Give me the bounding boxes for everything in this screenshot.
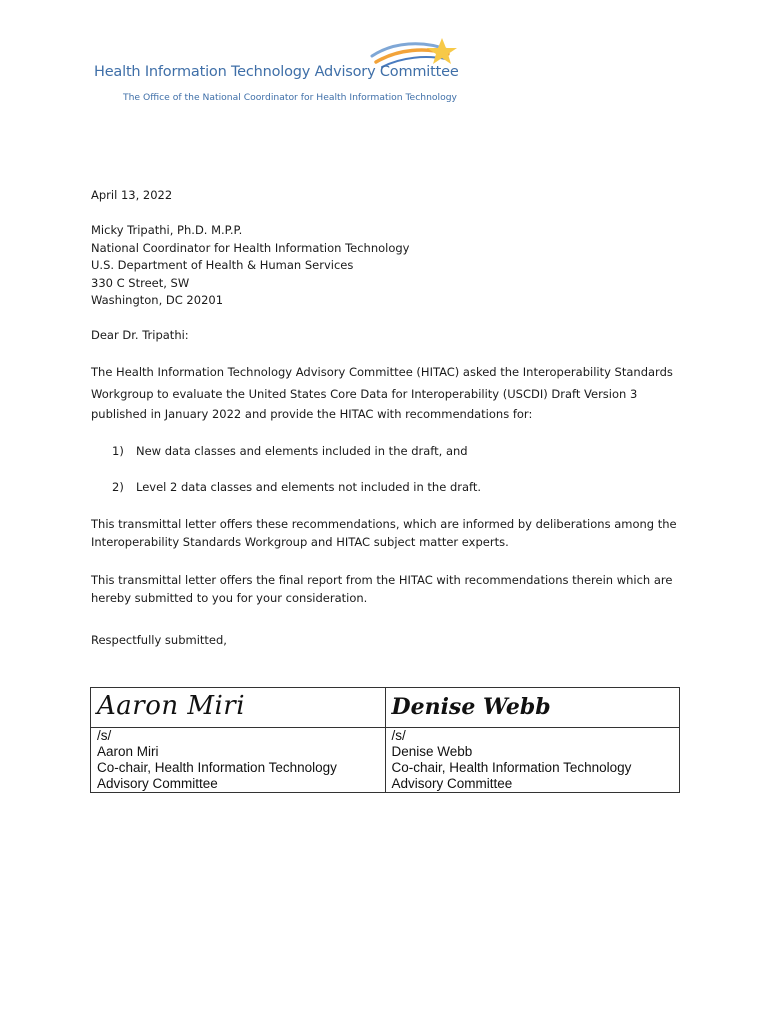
signer-info-denise	[385, 728, 680, 793]
intro-line-3: published in January 2022 and provide the HITAC with recommendations for:	[91, 407, 533, 421]
intro-line-2: Workgroup to evaluate the United States Core Data for Interoperability (USCDI) Draft Version 3	[91, 387, 638, 401]
paragraph-3-line-1: This transmittal letter offers the final report from the HITAC with recommendations therein which are	[91, 573, 673, 587]
signer-role-line-2: Advisory Committee	[391, 776, 513, 791]
intro-line-1: The Health Information Technology Advisory Committee (HITAC) asked the Interoperability Standards	[91, 365, 673, 379]
header-subtitle: The Office of the National Coordinator for Health Information Technology	[123, 92, 457, 103]
paragraph-2-line-2: Interoperability Standards Workgroup and HITAC subject matter experts.	[91, 535, 509, 549]
signature-aaron-miri: Aaron Miri	[97, 691, 246, 721]
recipient-street: 330 C Street, SW	[91, 276, 190, 290]
recipient-title: National Coordinator for Health Information Technology	[91, 241, 410, 255]
signer-role-line-1: Co-chair, Health Information Technology	[391, 760, 632, 775]
letter-date: April 13, 2022	[91, 188, 173, 202]
list-item-number: 1)	[112, 444, 124, 458]
signature-table	[90, 687, 680, 793]
paragraph-2-line-1: This transmittal letter offers these recommendations, which are informed by deliberations among the	[91, 517, 677, 531]
salutation: Dear Dr. Tripathi:	[91, 328, 189, 342]
signer-name: Aaron Miri	[97, 744, 159, 759]
paragraph-3-line-2: hereby submitted to you for your consideration.	[91, 591, 368, 605]
star-icon	[427, 38, 457, 64]
header-title: Health Information Technology Advisory Committee	[94, 64, 459, 80]
list-item-number: 2)	[112, 480, 124, 494]
recipient-name: Micky Tripathi, Ph.D. M.P.P.	[91, 223, 243, 237]
list-item-text: New data classes and elements included in the draft, and	[136, 444, 468, 458]
sig-mark: /s/	[391, 728, 406, 743]
signature-denise-webb: Denise Webb	[391, 694, 551, 720]
signer-name: Denise Webb	[391, 744, 473, 759]
closing: Respectfully submitted,	[91, 633, 227, 647]
recipient-city: Washington, DC 20201	[91, 293, 224, 307]
signature-cell-denise	[385, 688, 680, 728]
sig-mark: /s/	[97, 728, 112, 743]
signature-cell-aaron	[91, 688, 386, 728]
signer-info-aaron	[91, 728, 386, 793]
recipient-org: U.S. Department of Health & Human Services	[91, 258, 354, 272]
signer-role-line-1: Co-chair, Health Information Technology	[97, 760, 337, 775]
list-item-text: Level 2 data classes and elements not included in the draft.	[136, 480, 482, 494]
signer-role-line-2: Advisory Committee	[97, 776, 218, 791]
